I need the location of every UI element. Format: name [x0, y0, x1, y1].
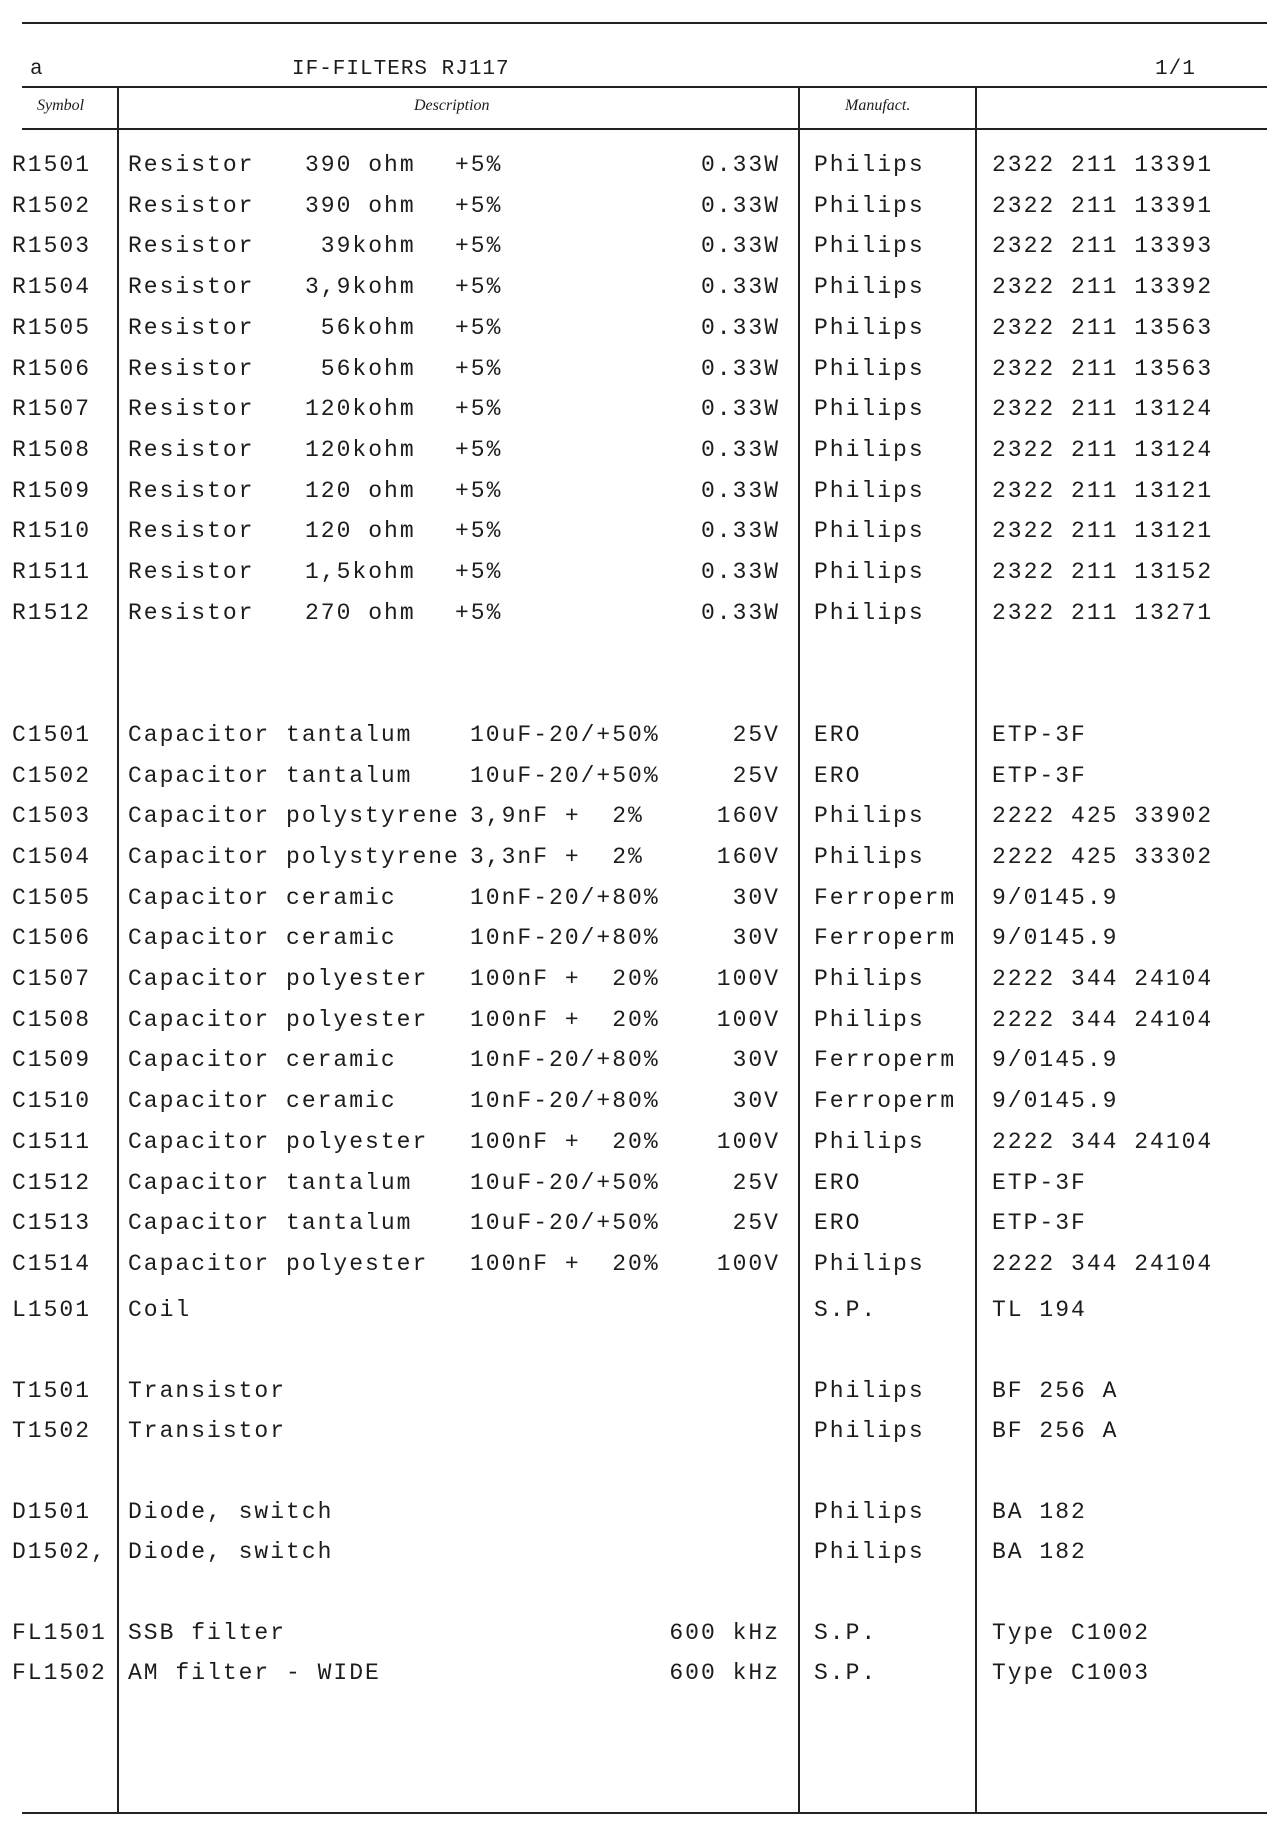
table-row: [0, 1290, 1282, 1331]
symbol-cell: C1502: [12, 763, 92, 789]
column-header-symbol: Symbol: [37, 97, 85, 114]
rating-cell: 100V: [716, 1007, 780, 1033]
table-row: [0, 796, 1282, 837]
table-row: [0, 1163, 1282, 1204]
description-cell: Capacitor tantalum: [128, 763, 413, 789]
description-cell: Transistor: [128, 1418, 287, 1444]
value-cell: 390 ohm: [305, 152, 416, 178]
symbol-cell: C1508: [12, 1007, 92, 1033]
tolerance-cell: +5%: [455, 233, 503, 259]
top-rule: [22, 22, 1267, 24]
description-cell: Capacitor ceramic: [128, 1088, 397, 1114]
description-cell: Transistor: [128, 1378, 287, 1404]
part-number-cell: 2322 211 13124: [992, 437, 1214, 463]
manufacturer-cell: Ferroperm: [814, 925, 957, 951]
table-row: [0, 1122, 1282, 1163]
rating-cell: 160V: [716, 803, 780, 829]
value-cell: 390 ohm: [305, 193, 416, 219]
manufacturer-cell: Philips: [814, 600, 925, 626]
manufacturer-cell: Philips: [814, 1499, 925, 1525]
tolerance-cell: +5%: [455, 518, 503, 544]
manufacturer-cell: S.P.: [814, 1297, 878, 1323]
description-cell: Resistor: [128, 315, 255, 341]
manufacturer-cell: ERO: [814, 763, 862, 789]
symbol-cell: R1511: [12, 559, 92, 585]
part-number-cell: ETP-3F: [992, 763, 1087, 789]
value-cell: 10uF-20/+50%: [470, 763, 660, 789]
value-cell: 10uF-20/+50%: [470, 1210, 660, 1236]
part-number-cell: 2222 344 24104: [992, 1251, 1214, 1277]
value-cell: 10nF-20/+80%: [470, 885, 660, 911]
part-number-cell: Type C1003: [992, 1660, 1151, 1686]
part-number-cell: 2222 425 33302: [992, 844, 1214, 870]
value-cell: 56kohm: [305, 315, 416, 341]
manufacturer-cell: Philips: [814, 396, 925, 422]
tolerance-cell: +5%: [455, 600, 503, 626]
manufacturer-cell: Philips: [814, 437, 925, 463]
part-number-cell: 2322 211 13121: [992, 478, 1214, 504]
symbol-cell: FL1502: [12, 1660, 107, 1686]
manufacturer-cell: Philips: [814, 1007, 925, 1033]
manufacturer-cell: Philips: [814, 274, 925, 300]
description-cell: Capacitor polystyrene: [128, 844, 460, 870]
part-number-cell: 2322 211 13563: [992, 315, 1214, 341]
manufacturer-cell: Philips: [814, 1129, 925, 1155]
table-row: [0, 878, 1282, 919]
manufacturer-cell: Philips: [814, 966, 925, 992]
description-cell: Resistor: [128, 193, 255, 219]
table-row: [0, 349, 1282, 390]
value-cell: 120 ohm: [305, 478, 416, 504]
symbol-cell: R1502: [12, 193, 92, 219]
value-cell: 3,9nF + 2%: [470, 803, 644, 829]
manufacturer-cell: Philips: [814, 315, 925, 341]
rating-cell: 25V: [732, 722, 780, 748]
symbol-cell: L1501: [12, 1297, 92, 1323]
manufacturer-cell: Philips: [814, 1378, 925, 1404]
table-row: [0, 145, 1282, 186]
manufacturer-cell: ERO: [814, 1210, 862, 1236]
value-cell: 39kohm: [305, 233, 416, 259]
symbol-cell: C1506: [12, 925, 92, 951]
tolerance-cell: +5%: [455, 396, 503, 422]
manufacturer-cell: Philips: [814, 1539, 925, 1565]
manufacturer-cell: Ferroperm: [814, 1088, 957, 1114]
manufacturer-cell: S.P.: [814, 1620, 878, 1646]
tolerance-cell: +5%: [455, 559, 503, 585]
rating-cell: 100V: [716, 1129, 780, 1155]
symbol-cell: D1501: [12, 1499, 92, 1525]
rating-cell: 25V: [732, 1210, 780, 1236]
table-row: [0, 593, 1282, 634]
value-cell: 1,5kohm: [305, 559, 416, 585]
part-number-cell: 9/0145.9: [992, 925, 1119, 951]
part-number-cell: 2322 211 13121: [992, 518, 1214, 544]
value-cell: 100nF + 20%: [470, 1007, 660, 1033]
symbol-cell: FL1501: [12, 1620, 107, 1646]
symbol-cell: C1503: [12, 803, 92, 829]
part-number-cell: ETP-3F: [992, 1210, 1087, 1236]
table-row: [0, 756, 1282, 797]
value-cell: 10nF-20/+80%: [470, 925, 660, 951]
description-cell: Capacitor ceramic: [128, 885, 397, 911]
description-cell: Resistor: [128, 600, 255, 626]
manufacturer-cell: Philips: [814, 152, 925, 178]
table-row: [0, 1371, 1282, 1412]
value-cell: 56kohm: [305, 356, 416, 382]
header-rule: [22, 86, 1267, 88]
part-number-cell: 9/0145.9: [992, 1088, 1119, 1114]
part-number-cell: 2322 211 13392: [992, 274, 1214, 300]
part-number-cell: 2322 211 13124: [992, 396, 1214, 422]
manufacturer-cell: Philips: [814, 193, 925, 219]
table-row: [0, 552, 1282, 593]
tolerance-cell: +5%: [455, 356, 503, 382]
description-cell: Capacitor ceramic: [128, 925, 397, 951]
part-number-cell: 2222 344 24104: [992, 966, 1214, 992]
table-row: [0, 715, 1282, 756]
rating-cell: 0.33W: [700, 193, 780, 219]
rating-cell: 30V: [732, 1088, 780, 1114]
value-cell: 120kohm: [305, 396, 416, 422]
symbol-cell: R1501: [12, 152, 92, 178]
value-cell: 270 ohm: [305, 600, 416, 626]
rating-cell: 0.33W: [700, 437, 780, 463]
rating-cell: 0.33W: [700, 518, 780, 544]
table-row: [0, 1203, 1282, 1244]
part-number-cell: Type C1002: [992, 1620, 1151, 1646]
symbol-cell: R1507: [12, 396, 92, 422]
manufacturer-cell: Philips: [814, 478, 925, 504]
value-cell: 100nF + 20%: [470, 966, 660, 992]
table-row: [0, 1081, 1282, 1122]
symbol-cell: D1502,: [12, 1539, 107, 1565]
part-number-cell: 2222 344 24104: [992, 1129, 1214, 1155]
part-number-cell: 2222 344 24104: [992, 1007, 1214, 1033]
rating-cell: 160V: [716, 844, 780, 870]
manufacturer-cell: Philips: [814, 559, 925, 585]
tolerance-cell: +5%: [455, 274, 503, 300]
column-header-manufacturer: Manufact.: [845, 97, 911, 114]
rating-cell: 30V: [732, 925, 780, 951]
symbol-cell: R1503: [12, 233, 92, 259]
part-number-cell: ETP-3F: [992, 722, 1087, 748]
page-number: 1/1: [1155, 58, 1196, 81]
symbol-cell: T1501: [12, 1378, 92, 1404]
part-number-cell: BA 182: [992, 1539, 1087, 1565]
manufacturer-cell: Philips: [814, 233, 925, 259]
part-number-cell: 2322 211 13152: [992, 559, 1214, 585]
rating-cell: 30V: [732, 1047, 780, 1073]
table-row: [0, 389, 1282, 430]
column-header-description: Description: [414, 97, 490, 114]
tolerance-cell: +5%: [455, 152, 503, 178]
description-cell: Capacitor tantalum: [128, 1210, 413, 1236]
tolerance-cell: +5%: [455, 437, 503, 463]
part-number-cell: 9/0145.9: [992, 1047, 1119, 1073]
description-cell: Capacitor ceramic: [128, 1047, 397, 1073]
rating-cell: 0.33W: [700, 396, 780, 422]
value-cell: 10uF-20/+50%: [470, 722, 660, 748]
manufacturer-cell: Ferroperm: [814, 1047, 957, 1073]
value-cell: 10uF-20/+50%: [470, 1170, 660, 1196]
description-cell: Capacitor polyester: [128, 966, 429, 992]
table-row: [0, 1653, 1282, 1694]
value-cell: 10nF-20/+80%: [470, 1047, 660, 1073]
rating-cell: 25V: [732, 763, 780, 789]
description-cell: Resistor: [128, 152, 255, 178]
symbol-cell: C1507: [12, 966, 92, 992]
description-cell: Capacitor polyester: [128, 1129, 429, 1155]
part-number-cell: 2322 211 13563: [992, 356, 1214, 382]
table-row: [0, 471, 1282, 512]
symbol-cell: R1505: [12, 315, 92, 341]
rating-cell: 0.33W: [700, 315, 780, 341]
table-row: [0, 918, 1282, 959]
description-cell: Resistor: [128, 396, 255, 422]
rating-cell: 0.33W: [700, 559, 780, 585]
value-cell: 3,3nF + 2%: [470, 844, 644, 870]
part-number-cell: BA 182: [992, 1499, 1087, 1525]
symbol-cell: C1505: [12, 885, 92, 911]
table-row: [0, 226, 1282, 267]
rating-cell: 100V: [716, 1251, 780, 1277]
description-cell: Resistor: [128, 356, 255, 382]
manufacturer-cell: Philips: [814, 1418, 925, 1444]
description-cell: Resistor: [128, 559, 255, 585]
description-cell: Capacitor polyester: [128, 1251, 429, 1277]
tolerance-cell: +5%: [455, 193, 503, 219]
table-row: [0, 308, 1282, 349]
part-number-cell: 2222 425 33902: [992, 803, 1214, 829]
symbol-cell: C1509: [12, 1047, 92, 1073]
description-cell: AM filter - WIDE: [128, 1660, 381, 1686]
rating-cell: 30V: [732, 885, 780, 911]
symbol-cell: C1510: [12, 1088, 92, 1114]
symbol-cell: R1509: [12, 478, 92, 504]
tolerance-cell: +5%: [455, 478, 503, 504]
rating-cell: 0.33W: [700, 233, 780, 259]
manufacturer-cell: Philips: [814, 844, 925, 870]
symbol-cell: C1514: [12, 1251, 92, 1277]
value-cell: 120 ohm: [305, 518, 416, 544]
symbol-cell: R1508: [12, 437, 92, 463]
table-row: [0, 1532, 1282, 1573]
part-number-cell: TL 194: [992, 1297, 1087, 1323]
table-row: [0, 1244, 1282, 1285]
description-cell: Resistor: [128, 274, 255, 300]
value-cell: 10nF-20/+80%: [470, 1088, 660, 1114]
part-number-cell: BF 256 A: [992, 1378, 1119, 1404]
table-row: [0, 1411, 1282, 1452]
manufacturer-cell: Philips: [814, 1251, 925, 1277]
description-cell: Resistor: [128, 518, 255, 544]
value-cell: 100nF + 20%: [470, 1251, 660, 1277]
symbol-cell: C1501: [12, 722, 92, 748]
table-row: [0, 837, 1282, 878]
rating-cell: 0.33W: [700, 152, 780, 178]
description-cell: Diode, switch: [128, 1539, 334, 1565]
symbol-cell: R1506: [12, 356, 92, 382]
value-cell: 3,9kohm: [305, 274, 416, 300]
symbol-cell: C1511: [12, 1129, 92, 1155]
description-cell: Capacitor polyester: [128, 1007, 429, 1033]
part-number-cell: 2322 211 13393: [992, 233, 1214, 259]
page-letter: a: [30, 58, 44, 81]
symbol-cell: R1512: [12, 600, 92, 626]
rating-cell: 0.33W: [700, 600, 780, 626]
description-cell: SSB filter: [128, 1620, 287, 1646]
symbol-cell: C1504: [12, 844, 92, 870]
rating-cell: 0.33W: [700, 274, 780, 300]
part-number-cell: 2322 211 13271: [992, 600, 1214, 626]
description-cell: Capacitor tantalum: [128, 1170, 413, 1196]
value-cell: 120kohm: [305, 437, 416, 463]
description-cell: Diode, switch: [128, 1499, 334, 1525]
symbol-cell: C1512: [12, 1170, 92, 1196]
table-row: [0, 1492, 1282, 1533]
bottom-rule: [22, 1812, 1267, 1814]
manufacturer-cell: Philips: [814, 803, 925, 829]
description-cell: Resistor: [128, 478, 255, 504]
symbol-cell: C1513: [12, 1210, 92, 1236]
description-cell: Capacitor polystyrene: [128, 803, 460, 829]
rating-cell: 600 kHz: [669, 1660, 780, 1686]
value-cell: 100nF + 20%: [470, 1129, 660, 1155]
symbol-cell: R1510: [12, 518, 92, 544]
symbol-cell: R1504: [12, 274, 92, 300]
table-row: [0, 959, 1282, 1000]
part-number-cell: 2322 211 13391: [992, 152, 1214, 178]
rating-cell: 100V: [716, 966, 780, 992]
description-cell: Resistor: [128, 437, 255, 463]
description-cell: Coil: [128, 1297, 192, 1323]
page-title: IF-FILTERS RJ117: [292, 58, 510, 81]
tolerance-cell: +5%: [455, 315, 503, 341]
table-row: [0, 1000, 1282, 1041]
manufacturer-cell: ERO: [814, 1170, 862, 1196]
part-number-cell: 2322 211 13391: [992, 193, 1214, 219]
table-row: [0, 1613, 1282, 1654]
rating-cell: 0.33W: [700, 356, 780, 382]
part-number-cell: 9/0145.9: [992, 885, 1119, 911]
manufacturer-cell: S.P.: [814, 1660, 878, 1686]
part-number-cell: BF 256 A: [992, 1418, 1119, 1444]
symbol-cell: T1502: [12, 1418, 92, 1444]
manufacturer-cell: Philips: [814, 356, 925, 382]
rating-cell: 25V: [732, 1170, 780, 1196]
manufacturer-cell: ERO: [814, 722, 862, 748]
manufacturer-cell: Philips: [814, 518, 925, 544]
table-row: [0, 186, 1282, 227]
rating-cell: 0.33W: [700, 478, 780, 504]
description-cell: Capacitor tantalum: [128, 722, 413, 748]
rating-cell: 600 kHz: [669, 1620, 780, 1646]
manufacturer-cell: Ferroperm: [814, 885, 957, 911]
table-row: [0, 511, 1282, 552]
description-cell: Resistor: [128, 233, 255, 259]
table-row: [0, 1040, 1282, 1081]
table-row: [0, 430, 1282, 471]
column-header-rule: [22, 128, 1267, 130]
part-number-cell: ETP-3F: [992, 1170, 1087, 1196]
table-row: [0, 267, 1282, 308]
